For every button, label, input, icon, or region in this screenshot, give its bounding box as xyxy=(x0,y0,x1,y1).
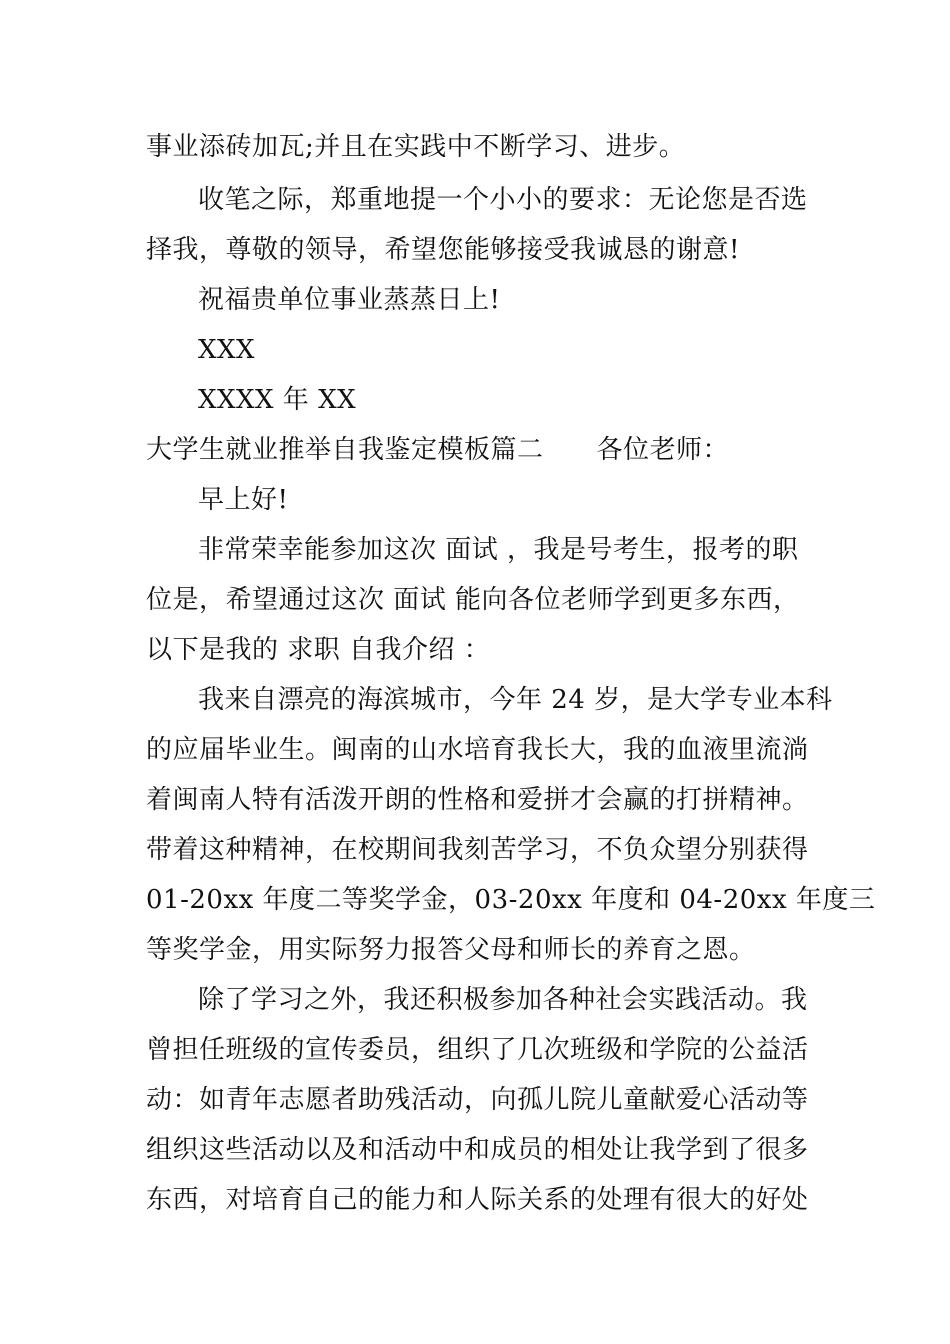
text-line: 以下是我的 求职 自我介绍 ： xyxy=(146,635,491,665)
text-line: 01-20xx 年度二等奖学金，03-20xx 年度和 04-20xx 年度三 xyxy=(146,885,876,915)
text-line: 东西，对培育自己的能力和人际关系的处理有很大的好处 xyxy=(146,1185,809,1215)
signature-name: XXX xyxy=(198,335,256,365)
text-line: 组织这些活动以及和活动中和成员的相处让我学到了很多 xyxy=(146,1135,809,1165)
section-heading: 大学生就业推举自我鉴定模板篇二 各位老师： xyxy=(146,435,730,465)
signature-date: XXXX 年 XX xyxy=(198,385,357,415)
text-line: 我来自漂亮的海滨城市，今年 24 岁，是大学专业本科 xyxy=(198,685,833,715)
greeting: 早上好! xyxy=(198,485,289,515)
text-line: 收笔之际，郑重地提一个小小的要求：无论您是否选 xyxy=(198,185,808,215)
text-line: 事业添砖加瓦;并且在实践中不断学习、进步。 xyxy=(146,132,686,162)
text-line: 曾担任班级的宣传委员，组织了几次班级和学院的公益活 xyxy=(146,1035,809,1065)
text-line: 着闽南人特有活泼开朗的性格和爱拼才会赢的打拼精神。 xyxy=(146,785,809,815)
text-line: 位是，希望通过这次 面试 能向各位老师学到更多东西， xyxy=(146,585,800,615)
text-line: 的应届毕业生。闽南的山水培育我长大，我的血液里流淌 xyxy=(146,735,809,765)
text-line: 祝福贵单位事业蒸蒸日上! xyxy=(198,285,501,315)
text-line: 择我，尊敬的领导，希望您能够接受我诚恳的谢意! xyxy=(146,235,740,265)
text-line: 带着这种精神，在校期间我刻苦学习，不负众望分别获得 xyxy=(146,835,809,865)
text-line: 除了学习之外，我还积极参加各种社会实践活动。我 xyxy=(198,985,808,1015)
text-line: 动：如青年志愿者助残活动，向孤儿院儿童献爱心活动等 xyxy=(146,1085,809,1115)
text-line: 等奖学金，用实际努力报答父母和师长的养育之恩。 xyxy=(146,935,756,965)
text-line: 非常荣幸能参加这次 面试 ，我是号考生，报考的职 xyxy=(198,535,799,565)
